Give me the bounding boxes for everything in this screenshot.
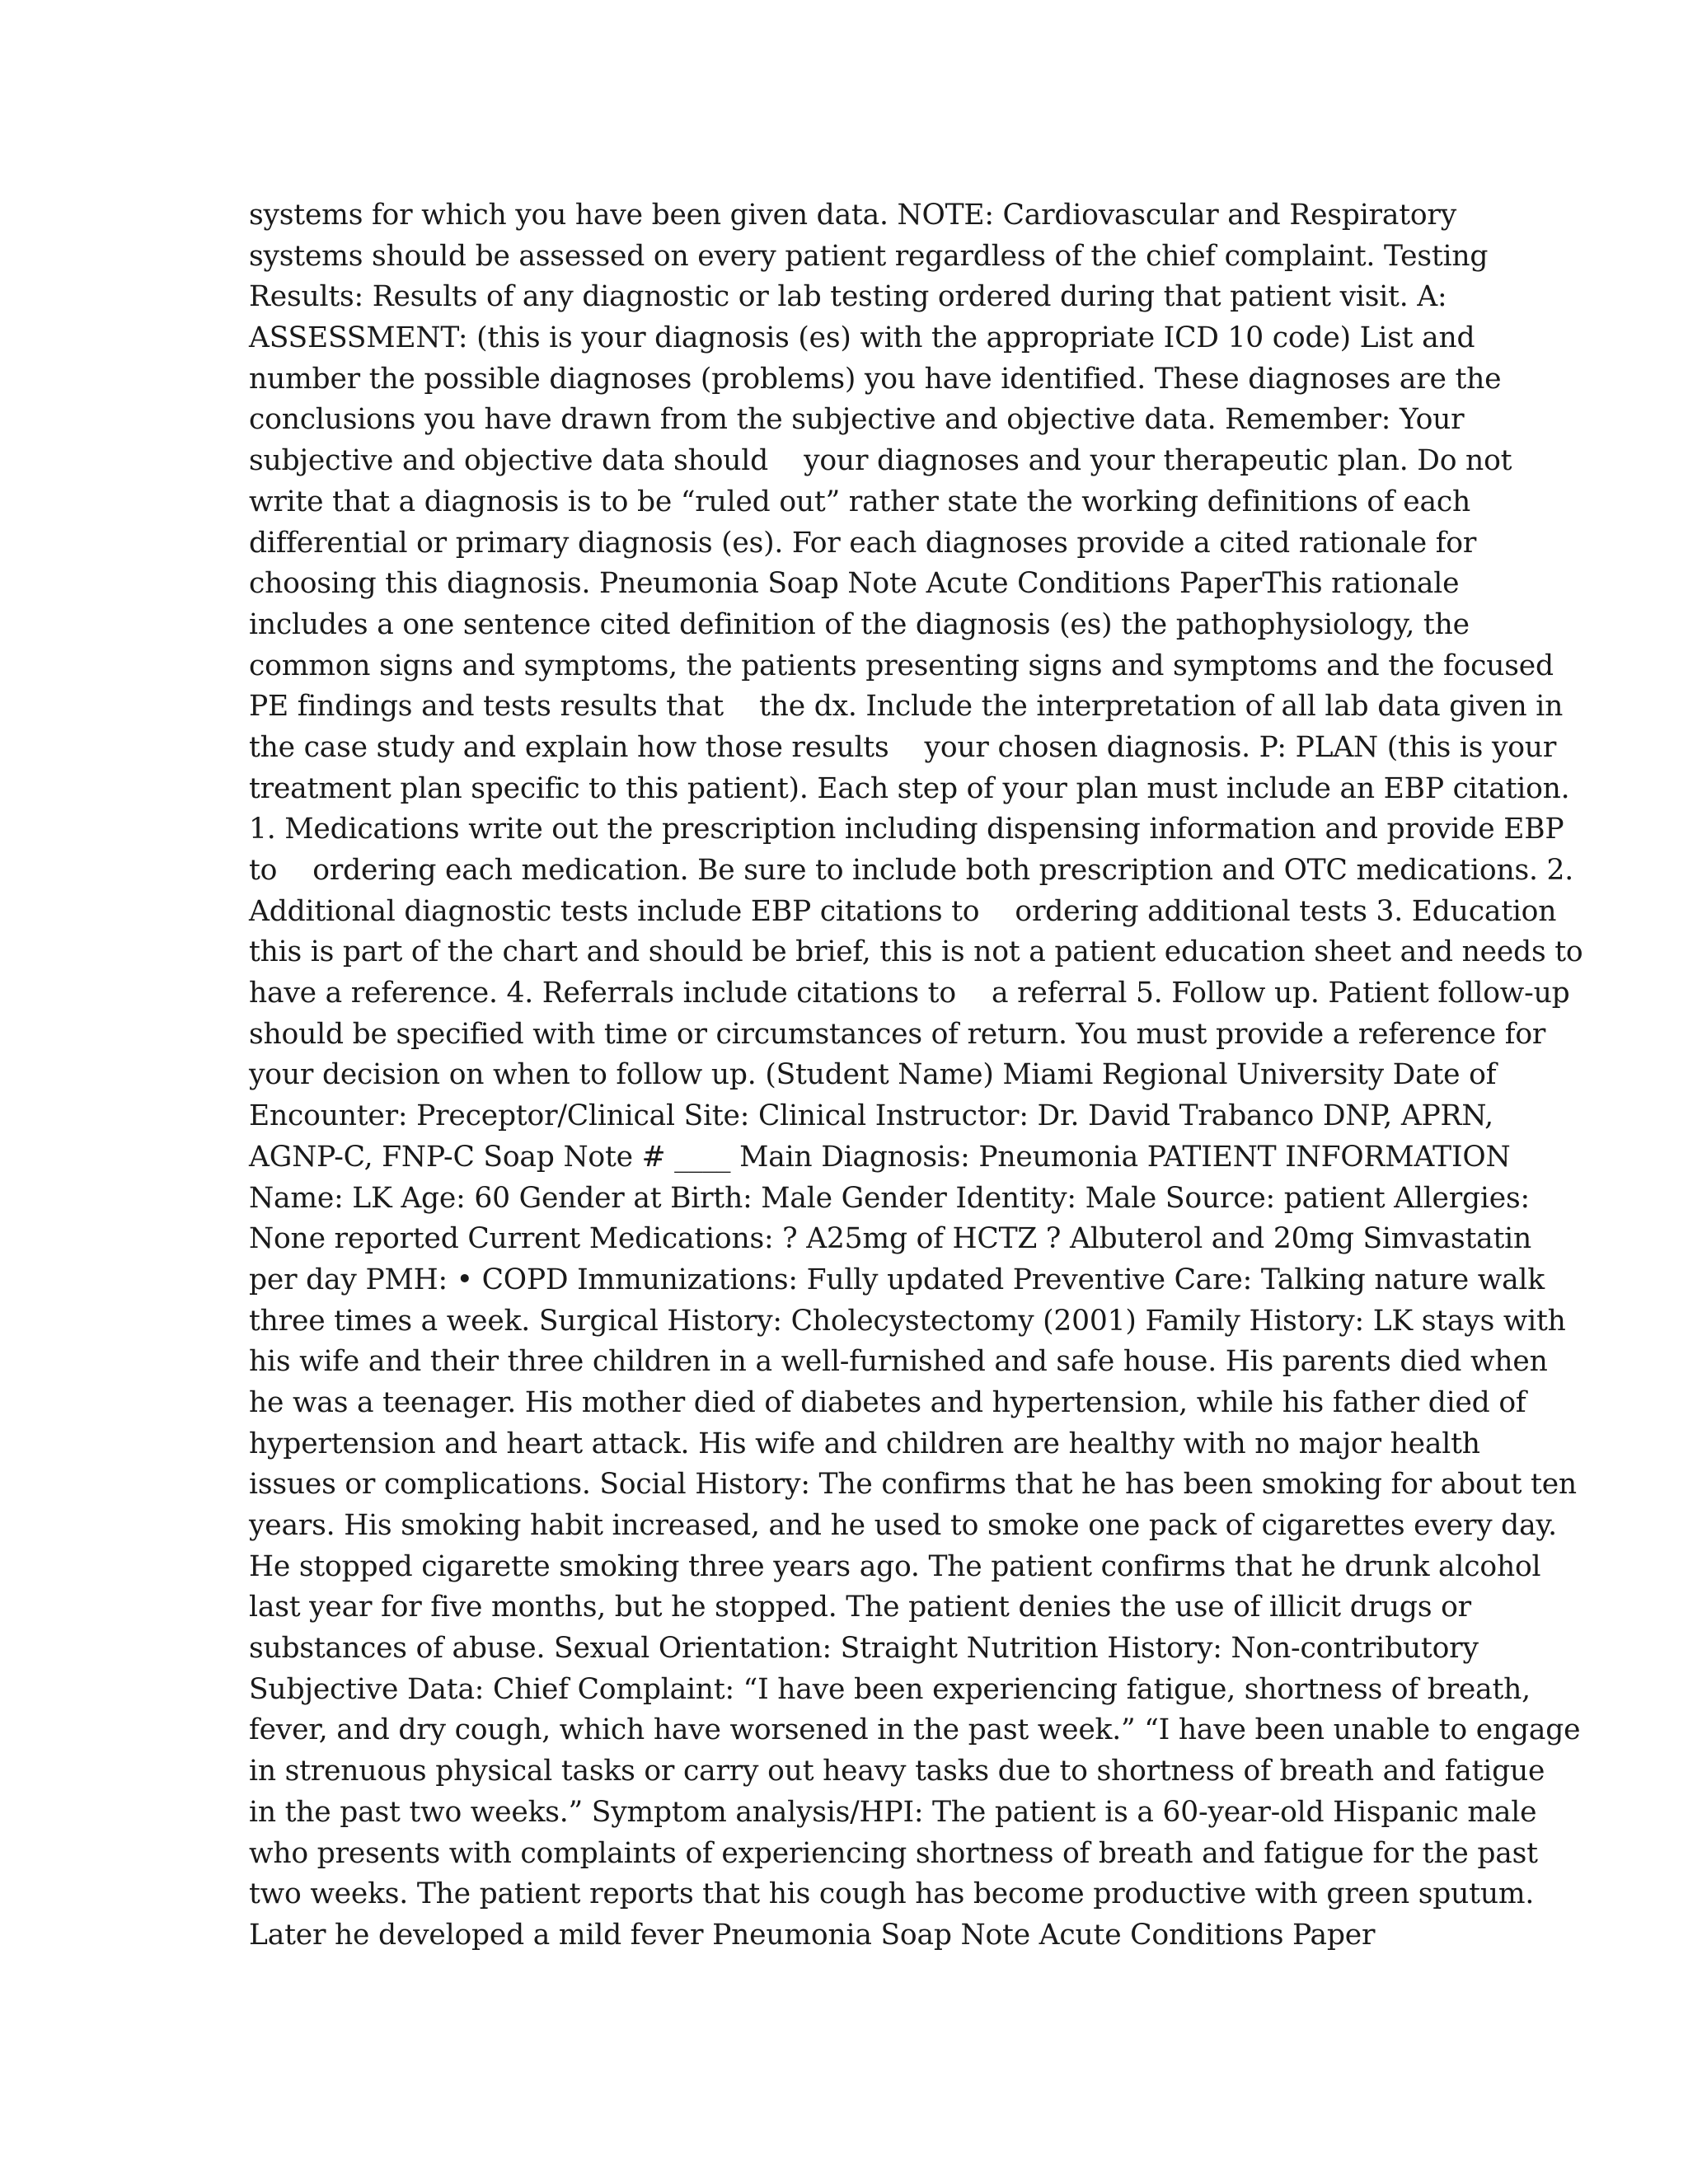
text-line: He stopped cigarette smoking three years ago. The patient confirms that he drunk alcohol: [249, 1549, 1541, 1583]
text-line: substances of abuse. Sexual Orientation: Straight Nutrition History: Non-contributory: [249, 1632, 1479, 1666]
text-line: systems for which you have been given data. NOTE: Cardiovascular and Respiratory: [249, 199, 1457, 232]
text-line: two weeks. The patient reports that his cough has become productive with green sputum.: [249, 1877, 1535, 1911]
text-line: systems should be assessed on every patient regardless of the chief complaint. Testing: [249, 239, 1489, 273]
text-line: ASSESSMENT: (this is your diagnosis (es) with the appropriate ICD 10 code) List and: [249, 321, 1475, 355]
text-line: write that a diagnosis is to be “ruled out” rather state the working definitions of each: [249, 485, 1471, 518]
text-line: includes a one sentence cited definition of the diagnosis (es) the pathophysiology, the: [249, 607, 1470, 641]
text-line: conclusions you have drawn from the subjective and objective data. Remember: Your: [249, 403, 1465, 437]
text-line: three times a week. Surgical History: Cholecystectomy (2001) Family History: LK stays with: [249, 1304, 1566, 1338]
text-line: Encounter: Preceptor/Clinical Site: Clinical Instructor: Dr. David Trabanco DNP, APRN,: [249, 1099, 1493, 1133]
text-line: choosing this diagnosis. Pneumonia Soap Note Acute Conditions PaperThis rationale: [249, 567, 1460, 601]
text-line: Name: LK Age: 60 Gender at Birth: Male Gender Identity: Male Source: patient Allergies:: [249, 1181, 1530, 1215]
text-line: AGNP-C, FNP-C Soap Note # ____ Main Diagnosis: Pneumonia PATIENT INFORMATION: [249, 1140, 1511, 1174]
text-line: fever, and dry cough, which have worsened in the past week.” “I have been unable to engage: [249, 1713, 1581, 1747]
text-line: should be specified with time or circumstances of return. You must provide a reference for: [249, 1017, 1546, 1051]
text-line: who presents with complaints of experiencing shortness of breath and fatigue for the past: [249, 1836, 1538, 1870]
text-line: your decision on when to follow up. (Student Name) Miami Regional University Date of: [249, 1058, 1497, 1092]
text-line: last year for five months, but he stopped. The patient denies the use of illicit drugs or: [249, 1591, 1471, 1624]
text-line: Subjective Data: Chief Complaint: “I have been experiencing fatigue, shortness of breath,: [249, 1672, 1531, 1706]
text-line: number the possible diagnoses (problems) you have identified. These diagnoses are the: [249, 362, 1502, 396]
text-line: treatment plan specific to this patient). Each step of your plan must include an EBP citation.: [249, 771, 1570, 805]
text-line: the case study and explain how those results your chosen diagnosis. P: PLAN (this is your: [249, 730, 1557, 764]
text-line: his wife and their three children in a well-furnished and safe house. His parents died when: [249, 1345, 1548, 1379]
text-line: this is part of the chart and should be brief, this is not a patient education sheet and needs to: [249, 935, 1583, 969]
text-line: Results: Results of any diagnostic or lab testing ordered during that patient visit. A:: [249, 280, 1447, 314]
text-line: PE findings and tests results that the dx. Include the interpretation of all lab data given in: [249, 690, 1564, 724]
text-line: common signs and symptoms, the patients presenting signs and symptoms and the focused: [249, 649, 1554, 682]
body-text: [249, 195, 1583, 1957]
text-line: years. His smoking habit increased, and he used to smoke one pack of cigarettes every day.: [249, 1509, 1557, 1542]
text-line: he was a teenager. His mother died of diabetes and hypertension, while his father died of: [249, 1385, 1526, 1419]
text-line: per day PMH: • COPD Immunizations: Fully updated Preventive Care: Talking nature walk: [249, 1263, 1545, 1296]
text-line: hypertension and heart attack. His wife and children are healthy with no major health: [249, 1427, 1480, 1460]
text-line: subjective and objective data should your diagnoses and your therapeutic plan. Do not: [249, 444, 1512, 478]
text-line: None reported Current Medications: ? A25mg of HCTZ ? Albuterol and 20mg Simvastatin: [249, 1222, 1531, 1256]
text-line: in strenuous physical tasks or carry out heavy tasks due to shortness of breath and fatigue: [249, 1755, 1545, 1788]
text-line: to ordering each medication. Be sure to include both prescription and OTC medications. 2.: [249, 854, 1574, 887]
text-line: in the past two weeks.” Symptom analysis/HPI: The patient is a 60-year-old Hispanic male: [249, 1795, 1537, 1829]
text-line: 1. Medications write out the prescription including dispensing information and provide EBP: [249, 813, 1564, 846]
text-line: issues or complications. Social History: The confirms that he has been smoking for about ten: [249, 1468, 1577, 1502]
text-line: differential or primary diagnosis (es). For each diagnoses provide a cited rationale for: [249, 526, 1477, 560]
text-line: Later he developed a mild fever Pneumonia Soap Note Acute Conditions Paper: [249, 1918, 1376, 1952]
text-line: Additional diagnostic tests include EBP citations to ordering additional tests 3. Education: [249, 894, 1557, 928]
text-line: have a reference. 4. Referrals include citations to a referral 5. Follow up. Patient follow-up: [249, 977, 1570, 1010]
